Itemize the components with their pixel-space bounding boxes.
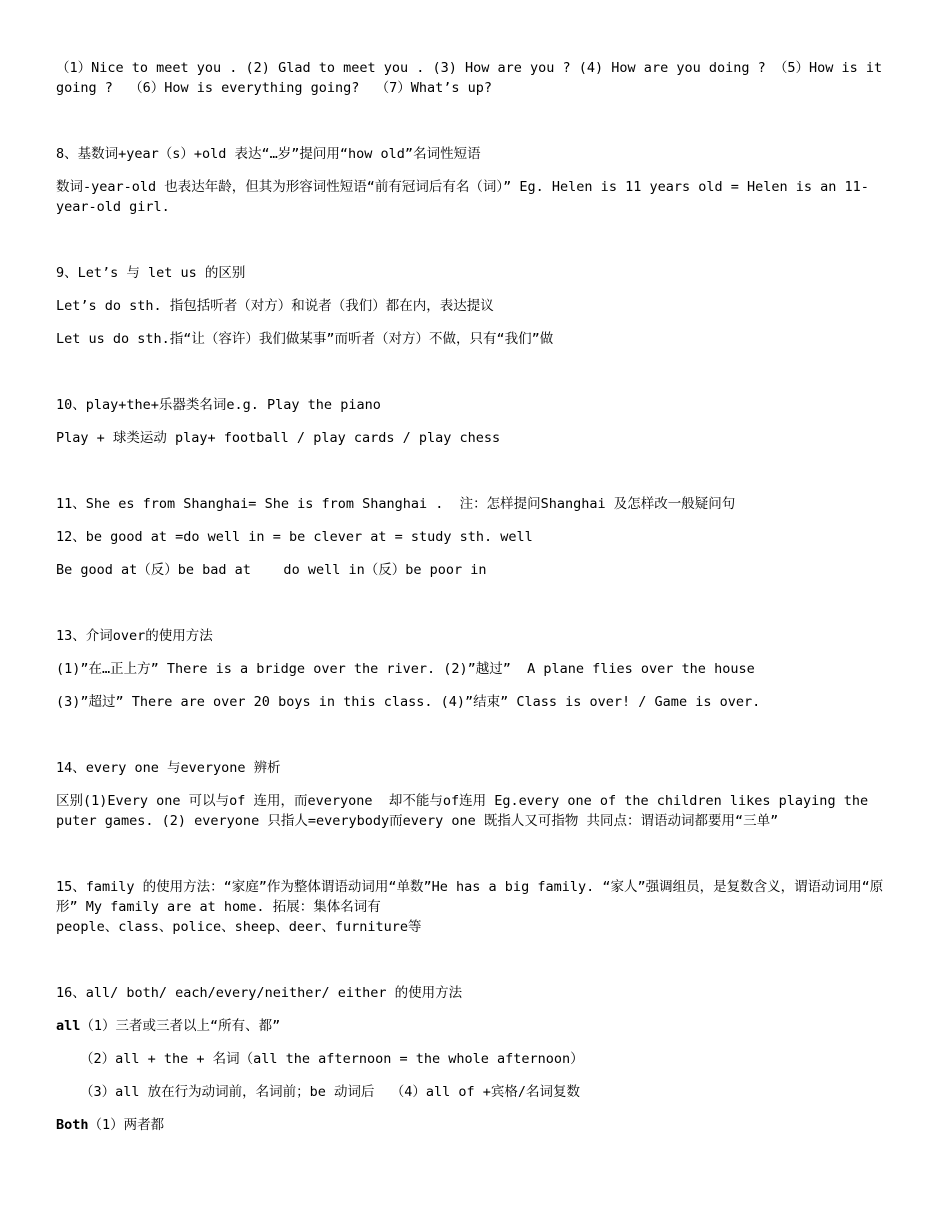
section-8-title: 8、基数词+year（s）+old 表达“…岁”提问用“how old”名词性短语 [56,146,481,162]
section-15-line-b: people、class、police、sheep、deer、furniture等 [56,919,422,935]
section-13-title: 13、介词over的使用方法 [56,628,213,644]
section-9-line-b: Let us do sth.指“让（容许）我们做某事”而听者（对方）不做，只有“我们”做 [56,331,554,347]
section-12: 12、be good at =do well in = be clever at = study sth. well [56,529,533,545]
both-line-1 [56,1115,896,1135]
all-line-1-text: （1）三者或三者以上“所有、都” [80,1018,281,1034]
all-line-2: （2）all + the + 名词（all the afternoon = the whole afternoon） [80,1051,584,1067]
document-page [56,58,896,1135]
section-9-title: 9、Let’s 与 let us 的区别 [56,265,246,281]
section-9-line-a: Let’s do sth. 指包括听者（对方）和说者（我们）都在内，表达提议 [56,298,494,314]
all-keyword: all [56,1018,81,1034]
section-14-title: 14、every one 与everyone 辨析 [56,760,281,776]
both-line-1-text: （1）两者都 [88,1117,165,1133]
section-10-title: 10、play+the+乐器类名词e.g. Play the piano [56,397,381,413]
section-13-line-b: (3)”超过” There are over 20 boys in this class. (4)”结束” Class is over! / Game is over. [56,694,761,710]
section-8-body: 数词-year-old 也表达年龄，但其为形容词性短语“前有冠词后有名（词）” Eg. Helen is 11 years old = Helen is an 11-year-old girl. [56,179,869,215]
section-11: 11、She es from Shanghai= She is from Shanghai . 注：怎样提问Shanghai 及怎样改一般疑问句 [56,496,736,512]
all-line-3: （3）all 放在行为动词前，名词前；be 动词后 （4）all of +宾格/名词复数 [80,1084,581,1100]
section-16-title: 16、all/ both/ each/every/neither/ either 的使用方法 [56,985,463,1001]
section-14-body: 区别(1)Every one 可以与of 连用，而everyone 却不能与of连用 Eg.every one of the children likes playing the puter games. (2) everyone 只指人=everybody而every one 既指人又可指物 共同点：谓语动词都要用“三单” [56,793,877,829]
section-10-line-b: Play + 球类运动 play+ football / play cards / play chess [56,430,501,446]
both-keyword: Both [56,1117,89,1133]
section-15-body: 15、family 的使用方法：“家庭”作为整体谓语动词用“单数”He has a big family. “家人”强调组员，是复数含义，谓语动词用“原形” My family are at home. 拓展：集体名词有 [56,879,884,915]
section-12-line-b: Be good at（反）be bad at do well in（反）be poor in [56,562,487,578]
greetings-line: （1）Nice to meet you . (2) Glad to meet you . (3) How are you ? (4) How are you doing ? （5）How is it going ? （6）How is everything going? （7）What’s up? [56,60,891,96]
all-line-1 [56,1016,896,1036]
section-13-line-a: (1)”在…正上方” There is a bridge over the river. (2)”越过” A plane flies over the house [56,661,755,677]
